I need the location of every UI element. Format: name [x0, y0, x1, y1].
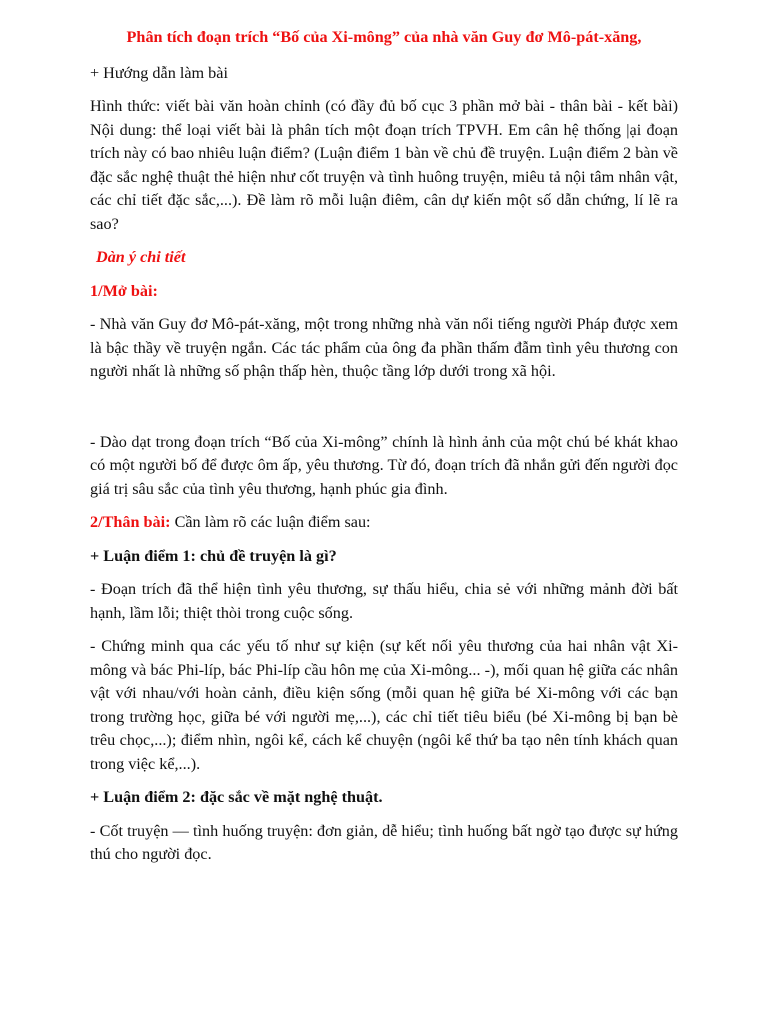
body-heading: 2/Thân bài: — [90, 513, 171, 531]
body-heading-line — [90, 511, 678, 535]
point1-paragraph-1: - Đoạn trích đã thể hiện tình yêu thương, sự thấu hiểu, chia sẻ với những mảnh đời bất hạnh, lầm lỗi; thiệt thòi trong cuộc sống. — [90, 580, 678, 622]
guide-heading: + Hướng dẫn làm bài — [90, 63, 228, 82]
intro-paragraph-1: - Nhà văn Guy đơ Mô-pát-xăng, một trong những nhà văn nổi tiếng người Pháp được xem là bậc thầy về truyện ngắn. Các tác phẩm của ông đa phần thấm đẫm tình yêu thương con người nhất là những số phận thấp hèn, thuộc tầng lớp dưới trong xã hội. — [90, 315, 678, 380]
point1-paragraph-2: - Chứng minh qua các yếu tố như sự kiện (sự kết nối yêu thương của hai nhân vật Xi-mông và bác Phi-líp, bác Phi-líp cầu hôn mẹ của Xi-mông... -), mối quan hệ giữa các nhân vật với nhau/với hoàn cảnh, điều kiện sống (mỗi quan hệ giữa bé Xi-mông với các bạn trong trường học, giữa bé với người mẹ,...), các chỉ tiết tiêu biểu (bé Xi-mông bị bạn bè trêu chọc,...); điểm nhìn, ngôi kể, cách kể chuyện (ngôi kể thứ ba tạo nên tính khách quan trong việc kể,...). — [90, 637, 678, 773]
intro-heading: 1/Mở bài: — [90, 281, 158, 300]
point1-heading: + Luận điểm 1: chủ đề truyện là gì? — [90, 546, 337, 565]
blank-space — [90, 394, 678, 431]
point2-heading: + Luận điểm 2: đặc sắc về mặt nghệ thuật. — [90, 788, 383, 806]
document-page — [90, 26, 678, 877]
body-intro-text: Cần làm rõ các luận điểm sau: — [170, 513, 371, 531]
outline-heading: Dàn ý chi tiết — [96, 248, 186, 266]
intro-paragraph-2: - Dào dạt trong đoạn trích “Bố của Xi-mông” chính là hình ảnh của một chú bé khát khao có một người bố để được ôm ấp, yêu thương. Từ đó, đoạn trích đã nhắn gửi đến người đọc giá trị sâu sắc của tình yêu thương, hạnh phúc gia đình. — [90, 432, 678, 498]
document-title: Phân tích đoạn trích “Bố của Xi-mông” của nhà văn Guy đơ Mô-pát-xăng, — [126, 28, 642, 46]
point2-paragraph-1: - Cốt truyện — tình huống truyện: đơn giản, dễ hiểu; tình huống bất ngờ tạo được sự hứng thú cho người đọc. — [90, 821, 678, 863]
guide-paragraph: Hình thức: viết bài văn hoàn chỉnh (có đầy đủ bố cục 3 phần mở bài - thân bài - kết bài) Nội dung: thể loại viết bài là phân tích một đoạn trích TPVH. Em cân hệ thống |ại đoạn trích này có bao nhiêu luận điểm? (Luận điểm 1 bàn về chủ đề truyện. Luận điểm 2 bàn về đặc sắc nghệ thuật thẻ hiện như cốt truyện và tình huông truyện, miêu tả nội tâm nhân vật, các chỉ tiết đặc sắc,...). Đề làm rõ mỗi luận điêm, cân dự kiến một số dẫn chứng, lí lẽ ra sao? — [90, 97, 678, 233]
